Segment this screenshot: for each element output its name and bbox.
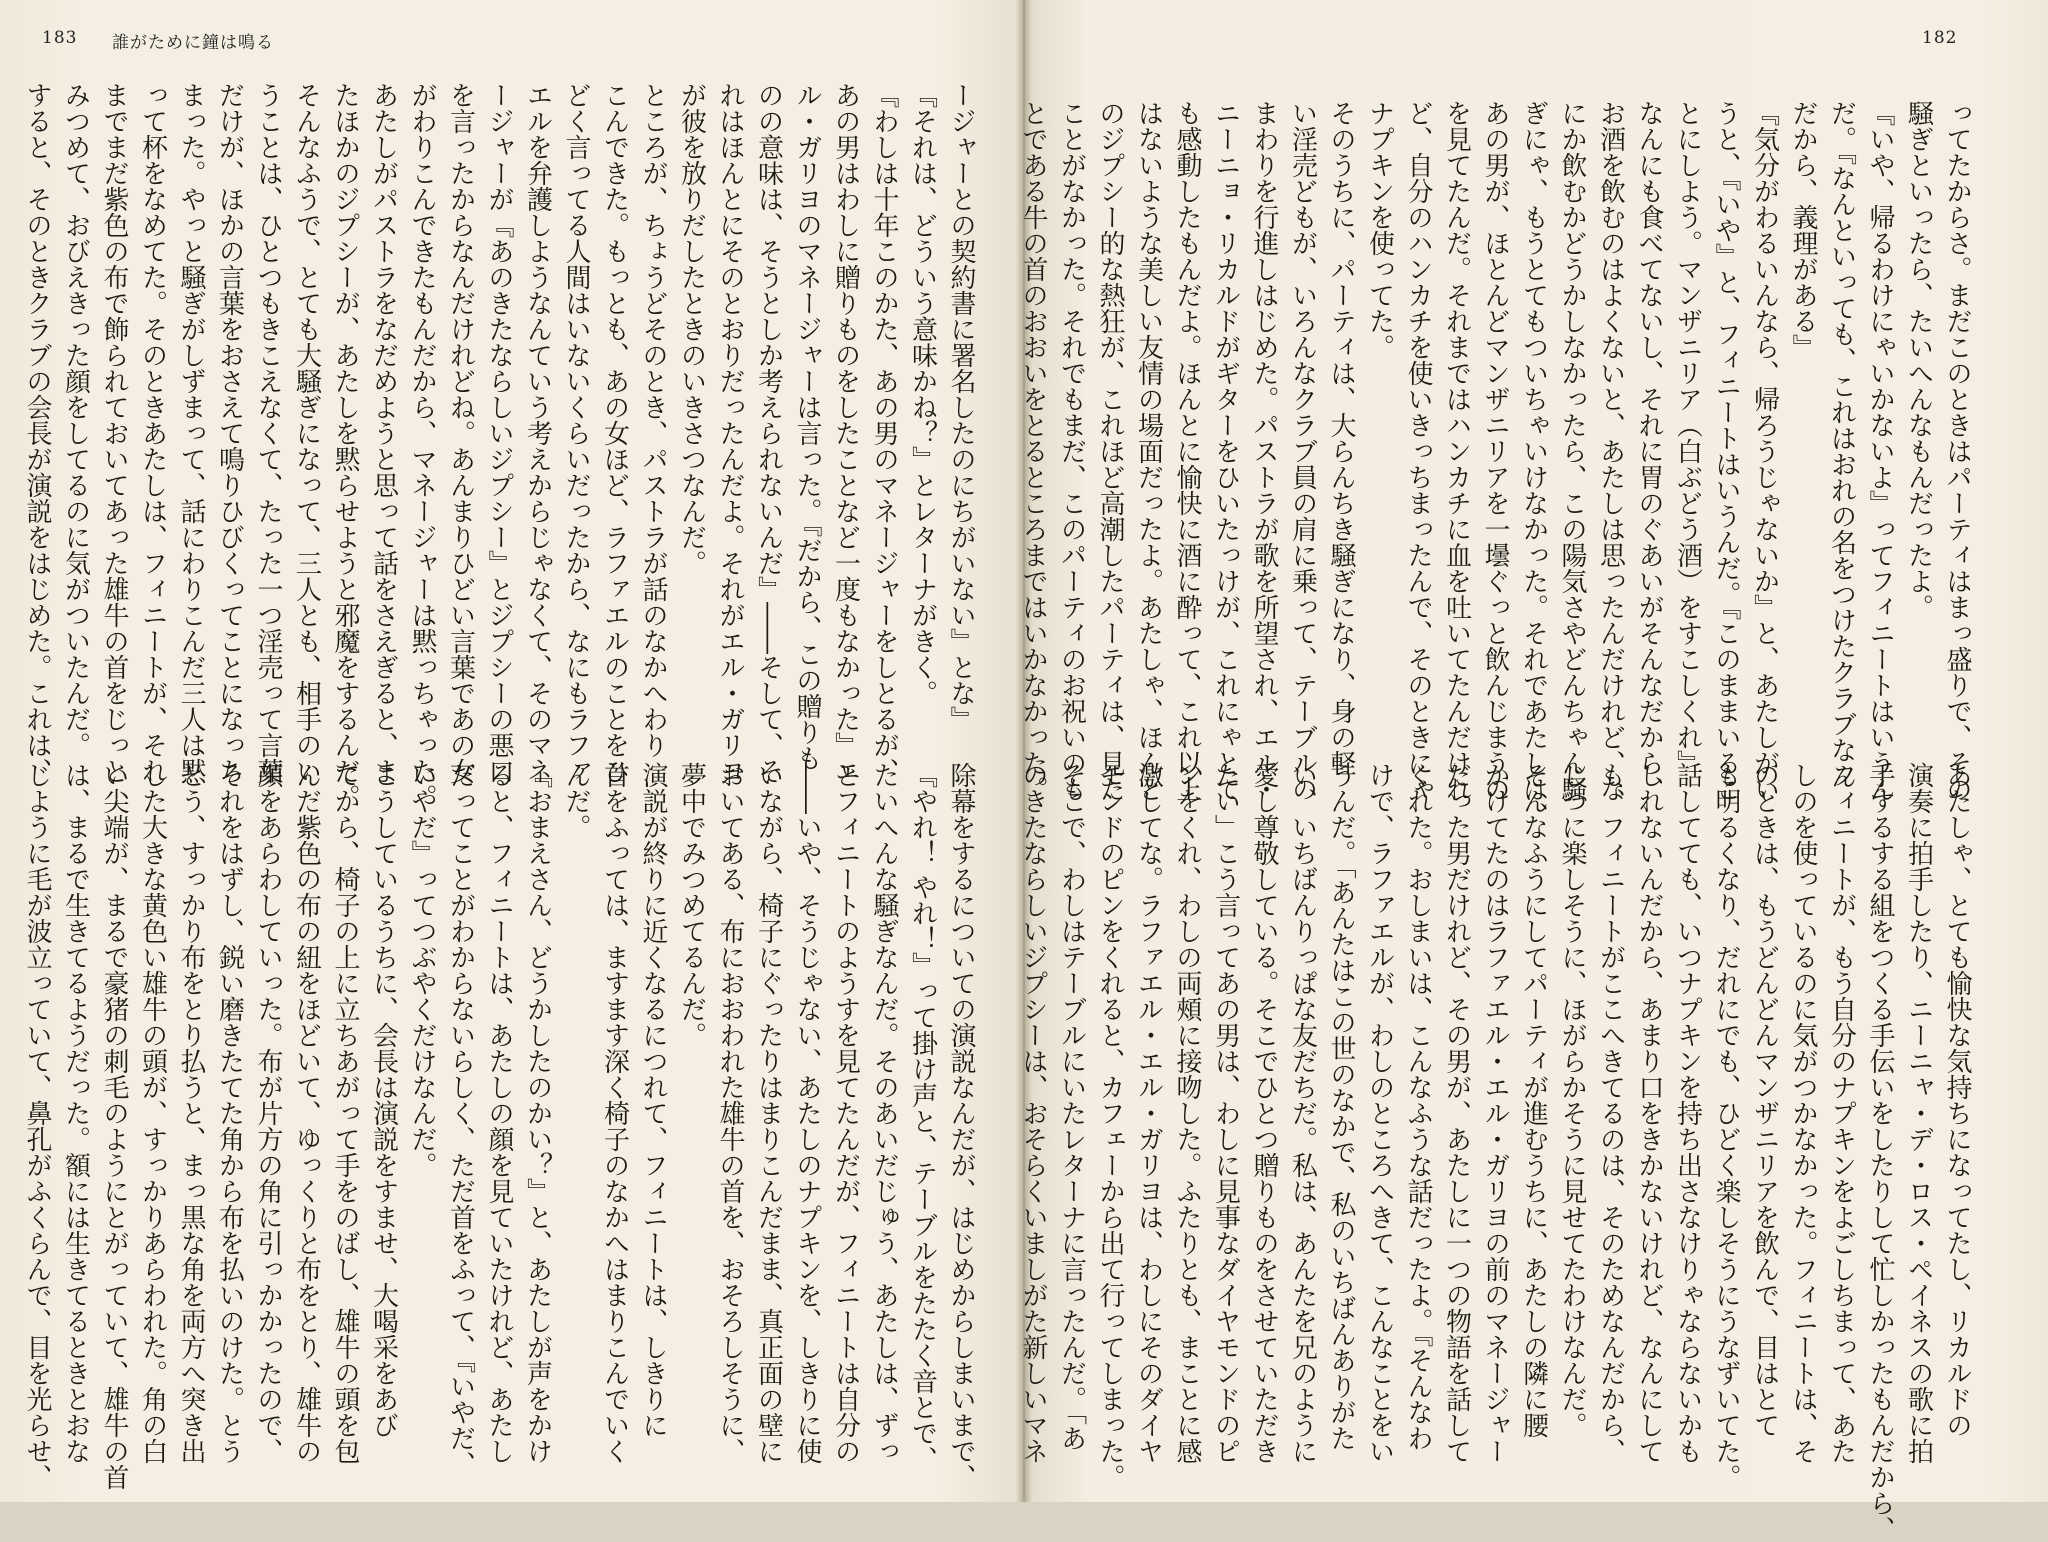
right-page-lower-text bbox=[1018, 762, 1976, 1542]
text-column: い尖端が、まるで豪猪の刺毛のようにとがっていて、雄牛の首 bbox=[99, 762, 129, 1490]
text-column: ところが、ちょうどそのとき、パストラが話のなかへわり bbox=[638, 82, 668, 758]
text-column: じように毛が波立っていて、鼻孔がふくらんで、目を光らせ、 bbox=[22, 762, 52, 1490]
text-column: だった男だけれど、その男が、あたしに一つの物語を話して bbox=[1441, 762, 1472, 1464]
text-column: のの意味は、そうとしか考えられないんだ』――そして、そ bbox=[753, 82, 784, 784]
text-column: のきたならしいジプシーは、おそらくいましがた新しいマネ bbox=[1018, 762, 1048, 1464]
text-column: 『いや、帰るわけにゃいかないよ』ってフィニートはいうん bbox=[1865, 100, 1895, 802]
text-column: だってことがわからないらしく、ただ首をふって、『いやだ、 bbox=[445, 762, 476, 1477]
text-column: がわりこんできたもんだから、マネージャーは黙っちゃった。 bbox=[407, 82, 437, 810]
text-column: ――いや、そうじゃない、あたしのナプキンを、しきりに使 bbox=[792, 762, 822, 1464]
text-column: ル・ガリヨのマネージャーは言った。『だから、この贈りも bbox=[792, 82, 822, 771]
text-column: 愛し尊敬している。そこでひとつ贈りものをさせていただき bbox=[1249, 762, 1279, 1464]
text-column: あたしがパストラをなだめようと思って話をさえぎると、ま bbox=[368, 82, 399, 784]
left-page-lower-text bbox=[22, 762, 980, 1490]
text-column: のジプシー的な熱狂が、これほど高潮したパーティは、見た bbox=[1095, 100, 1125, 802]
text-column: んだ。 bbox=[561, 762, 591, 840]
text-column: くれた。おしまいは、こんなふうな話だったよ。『そんなわ bbox=[1403, 762, 1433, 1451]
text-column: いやだ』ってつぶやくだけなんだ。 bbox=[407, 762, 437, 1178]
text-column: おいてある、布におおわれた雄牛の首を、おそろしそうに、 bbox=[715, 762, 745, 1464]
text-column: うんだ。「あんたはこの世のなかで、私のいちばんありがた bbox=[1326, 762, 1356, 1451]
text-column: 騒ぎといったら、たいへんなもんだったよ。 bbox=[1903, 100, 1934, 620]
text-column: たい」こう言ってあの男は、わしに見事なダイヤモンドのピ bbox=[1210, 762, 1241, 1464]
text-column: あたしゃ、とても愉快な気持ちになってたし、リカルドの bbox=[1942, 762, 1972, 1438]
text-column: とう、すっかり布をとり払うと、まっ黒な角を両方へ突き出 bbox=[176, 762, 206, 1464]
text-column: ど、自分のハンカチを使いきっちまったんで、そのときにゃ bbox=[1403, 100, 1433, 802]
text-column: んだ紫色の布の紐をほどいて、ゆっくりと布をとり、雄牛の bbox=[291, 762, 322, 1464]
running-title: 誰がために鐘は鳴る bbox=[112, 33, 274, 53]
text-column: れはほんとにそのとおりだったんだよ。それがエル・ガリヨ bbox=[715, 82, 745, 784]
text-column: うと、『いや』と、フィニートはいうんだ。『このままいるこ bbox=[1711, 100, 1741, 802]
text-column: まわりを行進しはじめた。パストラが歌を所望され、エル・ bbox=[1249, 100, 1279, 802]
text-column: かけてたのはラファエル・エル・ガリヨの前のマネージャー bbox=[1480, 762, 1510, 1464]
text-column: とにしよう。マンザニリア（白ぶどう酒）をすこしくれ』 bbox=[1672, 100, 1703, 776]
text-column: あの男が、ほとんどマンザニリアを一壜ぐっと飲んじまうの bbox=[1480, 100, 1510, 802]
right-page-number: 182 bbox=[1922, 28, 1958, 48]
text-column: うことは、ひとつもきこえなくて、たった一つ淫売って言葉 bbox=[253, 82, 283, 784]
text-column: 『気分がわるいんなら、帰ろうじゃないか』と、あたしがい bbox=[1749, 100, 1780, 802]
text-column: 『わしは十年このかた、あの男のマネージャーをしとるが、 bbox=[869, 82, 899, 784]
text-column: を言ったからなんだけれどね。あんまりひどい言葉であの女 bbox=[445, 82, 476, 784]
text-column: とフィニートのようすを見てたんだが、フィニートは自分の bbox=[830, 762, 861, 1464]
text-column: まった。やっと騒ぎがしずまって、話にわりこんだ三人は黙 bbox=[176, 82, 206, 784]
text-column: ってたからさ。まだこのときはパーティはまっ盛りで、その bbox=[1942, 100, 1972, 802]
text-column: 夢中でみつめてるんだ。 bbox=[676, 762, 707, 1048]
text-column: たいへんな騒ぎなんだ。そのあいだじゅう、あたしは、ずっ bbox=[869, 762, 899, 1464]
text-column: い、いちばんりっぱな友だちだ。私は、あんたを兄のように bbox=[1287, 762, 1318, 1464]
text-column: すると、そのときクラブの会長が演説をはじめた。これは、 bbox=[22, 82, 52, 784]
text-column: 演奏に拍手したり、ニーニャ・デ・ロス・ペイネスの歌に拍 bbox=[1903, 762, 1934, 1464]
text-column: 除幕をするについての演説なんだが、はじめからしまいまで、 bbox=[946, 762, 976, 1490]
text-column: を見てたんだ。それまではハンカチに血を吐いてたんだけれ bbox=[1441, 100, 1472, 802]
text-column: だから、義理がある』 bbox=[1788, 100, 1818, 360]
text-column: ージャーとの契約書に署名したのにちがいない』とな』 bbox=[946, 82, 976, 732]
text-column: 激してな。ラファエル・エル・ガリヨは、わしにそのダイヤ bbox=[1133, 762, 1164, 1464]
text-column: だ。『なんといっても、これはおれの名をつけたクラブなん bbox=[1826, 100, 1857, 789]
text-column: みつめて、おびえきった顔をしてるのに気がついたんだ。 bbox=[60, 82, 91, 758]
text-column: どく言ってる人間はいないくらいだったから、なにもラファ bbox=[561, 82, 591, 784]
text-column: とである牛の首のおおいをとるところまではいかなかった。 bbox=[1018, 100, 1048, 802]
text-column: お酒を飲むのはよくないと、あたしは思ったんだけれど、な bbox=[1595, 100, 1626, 802]
left-page-upper-text bbox=[22, 82, 980, 810]
text-column: けで、ラファエルが、わしのところへきて、こんなことをい bbox=[1364, 762, 1395, 1464]
text-column: 『おまえさん、どうかしたのかい？』と、あたしが声をかけ bbox=[522, 762, 553, 1464]
text-column: ると、フィニートは、あたしの顔を見ていたけれど、あたし bbox=[484, 762, 514, 1464]
text-column: じつに楽しそうに、ほがらかそうに見せてたわけなんだ。 bbox=[1557, 762, 1587, 1438]
text-column: はないような美しい友情の場面だったよ。あたしゃ、ほんと bbox=[1133, 100, 1164, 802]
text-column: 手するする組をつくる手伝いをしたりして忙しかったもんだから、 bbox=[1865, 762, 1895, 1542]
text-column: あの男はわしに贈りものをしたことなど一度もなかった』エ bbox=[830, 82, 861, 784]
text-column: こんできた。もっとも、あの女ほど、ラファエルのことをひ bbox=[599, 82, 630, 784]
text-column: 『やれ！ やれ！』って掛け声と、テーブルをたたく音とで、 bbox=[907, 762, 938, 1473]
text-column: ぎにゃ、もうとてもついちゃいけなかった。それであたしは、 bbox=[1518, 100, 1549, 828]
text-column: した大きな黄色い雄牛の頭が、すっかりあらわれた。角の白 bbox=[137, 762, 168, 1464]
text-column: そんなふうで、とても大騒ぎになって、三人とも、相手のい bbox=[291, 82, 322, 784]
text-column: ナプキンを使ってた。 bbox=[1364, 100, 1395, 360]
text-column: てから、椅子の上に立ちあがって手をのばし、雄牛の頭を包 bbox=[330, 762, 360, 1464]
text-column: ンをくれ、わしの両頰に接吻した。ふたりとも、まことに感 bbox=[1172, 762, 1202, 1464]
text-column: ージャーが『あのきたならしいジプシー』とジプシーの悪口 bbox=[484, 82, 514, 784]
text-column: なんにも食べてないし、それに胃のぐあいがそんなだから、 bbox=[1634, 100, 1664, 802]
text-column: ことがなかった。それでもまだ、このパーティのお祝いのも bbox=[1056, 100, 1087, 802]
text-column: エルを弁護しようなんていう考えからじゃなくて、そのマネ bbox=[522, 82, 553, 784]
text-column: ニーニョ・リカルドがギターをひいたっけが、これにゃとて bbox=[1210, 100, 1241, 802]
right-page-upper-text bbox=[1018, 100, 1976, 828]
text-column: フィニートが、もう自分のナプキンをよごしちまって、あた bbox=[1826, 762, 1857, 1464]
text-column: 演説が終りに近くなるにつれて、フィニートは、しきりに bbox=[638, 762, 668, 1438]
text-column: 話してても、いつナプキンを持ち出さなけりゃならないかも bbox=[1672, 762, 1703, 1464]
text-column: そんなふうにしてパーティが進むうちに、あたしの隣に腰 bbox=[1518, 762, 1549, 1438]
text-column: しれないんだから、あまり口をきかないけれど、なんにして bbox=[1634, 762, 1664, 1464]
text-column: も感動したもんだよ。ほんとに愉快に酒に酔って、これ以上 bbox=[1172, 100, 1202, 802]
text-column: にか飲むかどうかしなかったら、この陽気さやどんちゃん騒 bbox=[1557, 100, 1587, 802]
text-column: 顔をあらわしていった。布が片方の角に引っかかったので、 bbox=[253, 762, 283, 1464]
text-column: も、フィニートがここへきてるのは、そのためなんだから、 bbox=[1595, 762, 1626, 1464]
text-column: こうしているうちに、会長は演説をすませ、大喝采をあび bbox=[368, 762, 399, 1438]
text-column: たほかのジプシーが、あたしを黙らせようと邪魔をするんだ。 bbox=[330, 82, 360, 810]
text-column: までまだ紫色の布で飾られておいてあった雄牛の首をじっと bbox=[99, 82, 129, 784]
left-page-number: 183 bbox=[42, 28, 78, 48]
text-column: のときは、もうどんどんマンザニリアを飲んで、目はとて bbox=[1749, 762, 1780, 1438]
text-column: って杯をなめてた。そのときあたしは、フィニートが、それ bbox=[137, 82, 168, 784]
text-column: そのうちに、パーティは、大らんちき騒ぎになり、身の軽 bbox=[1326, 100, 1356, 776]
text-column: それをはずし、鋭い磨きたてた角から布を払いのけた。とう bbox=[214, 762, 245, 1464]
text-column: 『それは、どういう意味かね？』とレターナがきく。 bbox=[907, 82, 938, 706]
text-column: だけが、ほかの言葉をおさえて鳴りひびくってことになっち bbox=[214, 82, 245, 784]
text-column: いながら、椅子にぐったりはまりこんだまま、真正面の壁に bbox=[753, 762, 784, 1464]
text-column: 首をふっては、ますます深く椅子のなかへはまりこんでいく bbox=[599, 762, 630, 1464]
text-column: は、まるで生きてるようだった。額には生きてるときとおな bbox=[60, 762, 91, 1464]
text-column: そこで、わしはテーブルにいたレターナに言ったんだ。「あ bbox=[1056, 762, 1087, 1451]
text-column: モンドのピンをくれると、カフェーから出て行ってしまった。 bbox=[1095, 762, 1125, 1490]
text-column: が彼を放りだしたときのいきさつなんだ。 bbox=[676, 82, 707, 576]
text-column: も明るくなり、だれにでも、ひどく楽しそうにうなずいてた。 bbox=[1711, 762, 1741, 1490]
text-column: しのを使っているのに気がつかなかった。フィニートは、そ bbox=[1788, 762, 1818, 1464]
text-column: い淫売どもが、いろんなクラブ員の肩に乗って、テーブルの bbox=[1287, 100, 1318, 802]
